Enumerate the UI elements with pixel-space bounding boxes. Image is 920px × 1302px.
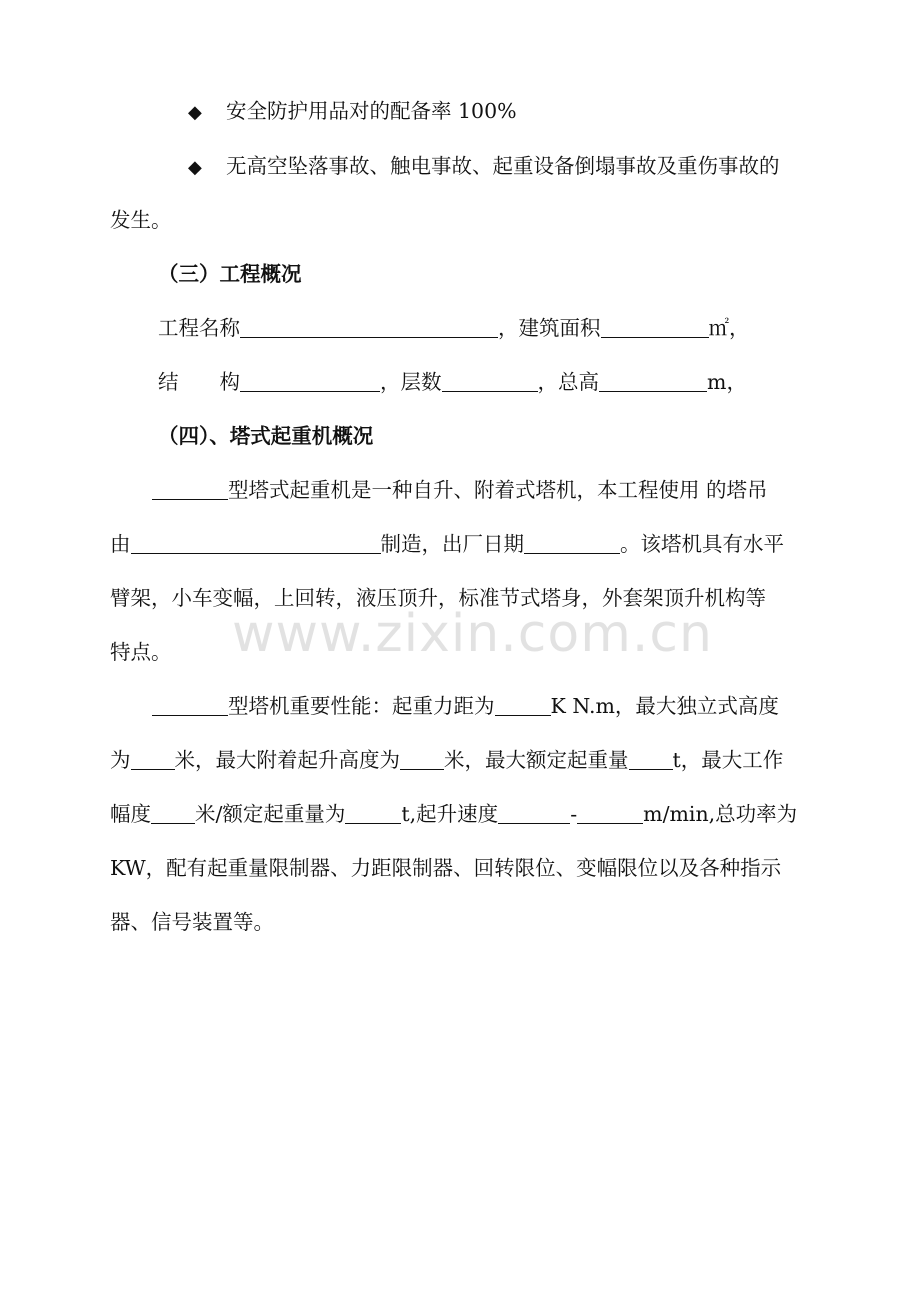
bullet-text: 无高空坠落事故、触电事故、起重设备倒塌事故及重伤事故的 <box>226 154 780 178</box>
text: t，最大工作 <box>672 748 784 772</box>
text: 幅度 <box>110 802 151 826</box>
text: 米/额定起重量为 <box>195 802 346 826</box>
text: 制造，出厂日期 <box>380 532 524 556</box>
fill-blank-model[interactable] <box>152 477 228 500</box>
fill-blank-floors[interactable] <box>442 369 538 392</box>
text: 由 <box>110 532 131 556</box>
para1-line1 <box>152 476 857 504</box>
label: 工程名称 <box>158 316 240 340</box>
fill-blank-speed-min[interactable] <box>498 801 570 824</box>
fill-blank-structure[interactable] <box>240 369 380 392</box>
fill-blank-date[interactable] <box>524 531 620 554</box>
para1-line4: 特点。 <box>110 640 172 664</box>
fill-blank-attached-height[interactable] <box>400 747 444 770</box>
fill-blank-manufacturer[interactable] <box>131 531 381 554</box>
text: m/min,总功率为 <box>643 802 798 826</box>
watermark: www.zixin.com.cn <box>232 604 713 664</box>
para1-line2 <box>110 530 815 558</box>
fill-blank-moment[interactable] <box>495 693 551 716</box>
bullet-item <box>188 97 893 127</box>
fill-blank-model[interactable] <box>152 693 228 716</box>
diamond-icon: ◆ <box>188 102 202 123</box>
project-name-row <box>158 314 863 342</box>
text: 米，最大附着起升高度为 <box>174 748 400 772</box>
para2-line2 <box>110 746 815 774</box>
text: 米，最大额定起重量 <box>444 748 629 772</box>
fill-blank-height[interactable] <box>599 369 707 392</box>
label: 结 构 <box>158 370 240 394</box>
fill-blank-area[interactable] <box>601 315 709 338</box>
section-heading: （四）、塔式起重机概况 <box>158 424 374 448</box>
text: 型塔机重要性能：起重力距为 <box>228 694 495 718</box>
structure-row <box>158 368 863 396</box>
label: ，总高 <box>537 370 599 394</box>
para2-line3 <box>110 800 815 828</box>
fill-blank-rated-load[interactable] <box>345 801 401 824</box>
fill-blank-radius[interactable] <box>151 801 195 824</box>
label: ，建筑面积 <box>498 316 601 340</box>
text: 为 <box>110 748 131 772</box>
label: ，层数 <box>380 370 442 394</box>
unit: m， <box>707 370 747 394</box>
bullet-text: 安全防护用品对的配备率 100% <box>226 99 517 123</box>
fill-blank-project-name[interactable] <box>240 315 498 338</box>
para2-line5: 器、信号装置等。 <box>110 910 274 934</box>
text: 型塔式起重机是一种自升、附着式塔机，本工程使用 的塔吊 <box>228 478 768 502</box>
unit: ㎡， <box>708 316 750 340</box>
text: - <box>570 802 578 826</box>
section-heading: （三）工程概况 <box>158 262 302 286</box>
fill-blank-free-height[interactable] <box>131 747 175 770</box>
diamond-icon: ◆ <box>188 157 202 178</box>
para2-line4: KW，配有起重量限制器、力距限制器、回转限位、变幅限位以及各种指示 <box>110 856 782 880</box>
bullet-text-continued: 发生。 <box>110 208 172 232</box>
text: 。该塔机具有水平 <box>620 532 784 556</box>
para2-line1 <box>152 692 857 720</box>
text: t,起升速度 <box>401 802 499 826</box>
bullet-item <box>188 152 815 182</box>
fill-blank-max-load[interactable] <box>629 747 673 770</box>
text: K N.m，最大独立式高度 <box>550 694 779 718</box>
para1-line3: 臂架，小车变幅，上回转，液压顶升，标准节式塔身，外套架顶升机构等 <box>110 586 766 610</box>
fill-blank-speed-max[interactable] <box>577 801 643 824</box>
